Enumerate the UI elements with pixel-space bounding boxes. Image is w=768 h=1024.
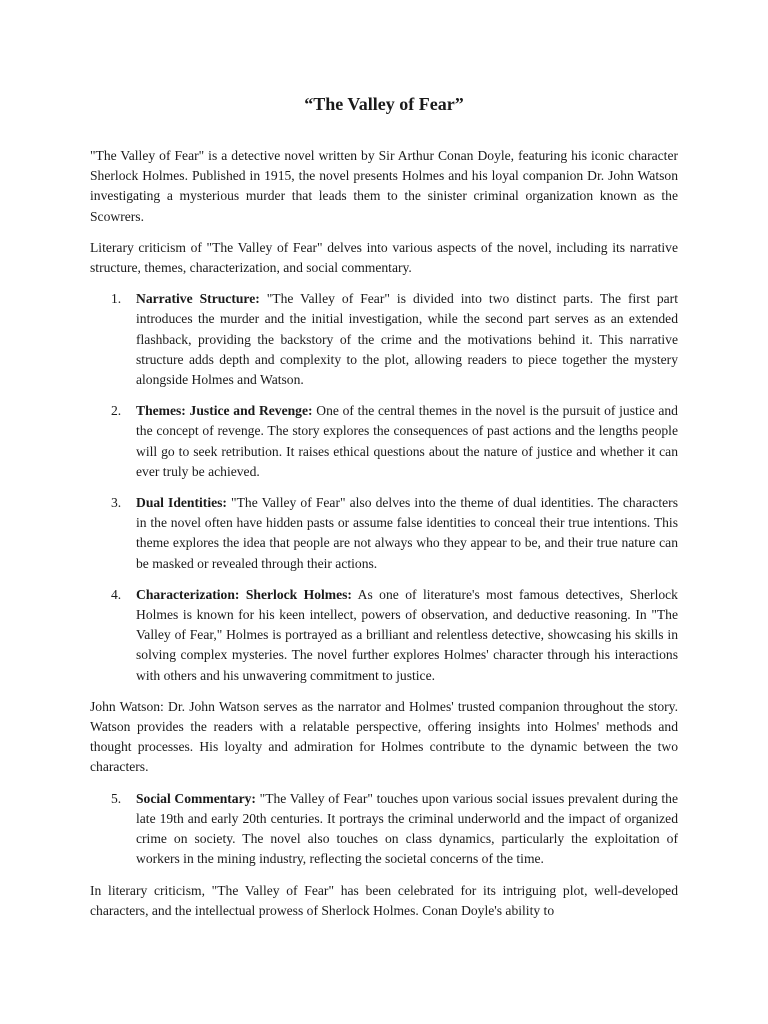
list-item-social-commentary — [90, 789, 678, 870]
list-item-heading: Narrative Structure: — [136, 291, 260, 307]
watson-paragraph: John Watson: Dr. John Watson serves as the narrator and Holmes' trusted companion throughout the story. Watson provides the readers with a relatable perspective, offering insights into Holmes' methods and thought processes. His loyalty and admiration for Holmes contribute to the dynamic between the two characters. — [90, 698, 678, 775]
list-item-number: 3. — [111, 495, 122, 511]
list-item-text: "The Valley of Fear" is divided into two distinct parts. The first part introduces the murder and the initial investigation, while the second part serves as an extended flashback, providing the backstory of the crime and the motivations behind it. This narrative structure adds depth and complexity to the plot, allowing readers to piece together the mystery alongside Holmes and Watson. — [136, 291, 678, 388]
list-item-text: "The Valley of Fear" also delves into the theme of dual identities. The characters in the novel often have hidden pasts or assume false identities to conceal their true intentions. This theme explores the idea that people are not always who they appear to be, and their true nature can be masked or revealed through their actions. — [136, 495, 678, 571]
intro-paragraph-2: Literary criticism of "The Valley of Fear" delves into various aspects of the novel, including its narrative structure, themes, characterization, and social commentary. — [90, 239, 678, 276]
list-item-dual-identities — [90, 493, 678, 574]
list-item-characterization — [90, 585, 678, 686]
list-item-narrative-structure — [90, 289, 678, 390]
list-item-heading: Characterization: Sherlock Holmes: — [136, 586, 352, 602]
list-item-text: "The Valley of Fear" touches upon various social issues prevalent during the late 19th and early 20th centuries. It portrays the criminal underworld and the impact of organized crime on society. The novel also touches on class dynamics, particularly the exploitation of workers in the mining industry, reflecting the societal concerns of the time. — [136, 790, 678, 867]
list-item-number: 1. — [111, 291, 122, 307]
list-item-number: 5. — [111, 790, 122, 806]
closing-paragraph: In literary criticism, "The Valley of Fear" has been celebrated for its intriguing plot, well-developed characters, and the intellectual prowess of Sherlock Holmes. Conan Doyle's ability to — [90, 882, 678, 918]
document-title: “The Valley of Fear” — [304, 94, 464, 114]
intro-paragraph-1: "The Valley of Fear" is a detective novel written by Sir Arthur Conan Doyle, featuring his iconic character Sherlock Holmes. Published in 1915, the novel presents Holmes and his loyal companion Dr. John Watson investigating a mysterious murder that leads them to the sinister criminal organization known as the Scowrers. — [90, 148, 678, 224]
list-item-heading: Dual Identities: — [136, 495, 227, 511]
document-page — [90, 92, 678, 932]
list-item-text: One of the central themes in the novel is the pursuit of justice and the concept of revenge. The story explores the consequences of past actions and the lengths people will go to seek retribution. It raises ethical questions about the nature of justice and whether it can ever truly be achieved. — [136, 403, 678, 479]
list-item-themes — [90, 401, 678, 482]
list-item-heading: Themes: Justice and Revenge: — [136, 403, 313, 419]
list-item-text: As one of literature's most famous detectives, Sherlock Holmes is known for his keen intellect, powers of observation, and deductive reasoning. In "The Valley of Fear," Holmes is portrayed as a brilliant and relentless detective, showcasing his skills in solving complex mysteries. The novel further explores Holmes' character through his interactions with others and his unwavering commitment to justice. — [136, 586, 678, 683]
criticism-list — [90, 289, 678, 686]
criticism-list-continued — [90, 789, 678, 870]
list-item-number: 4. — [111, 586, 122, 602]
list-item-number: 2. — [111, 403, 122, 419]
list-item-heading: Social Commentary: — [136, 790, 256, 806]
